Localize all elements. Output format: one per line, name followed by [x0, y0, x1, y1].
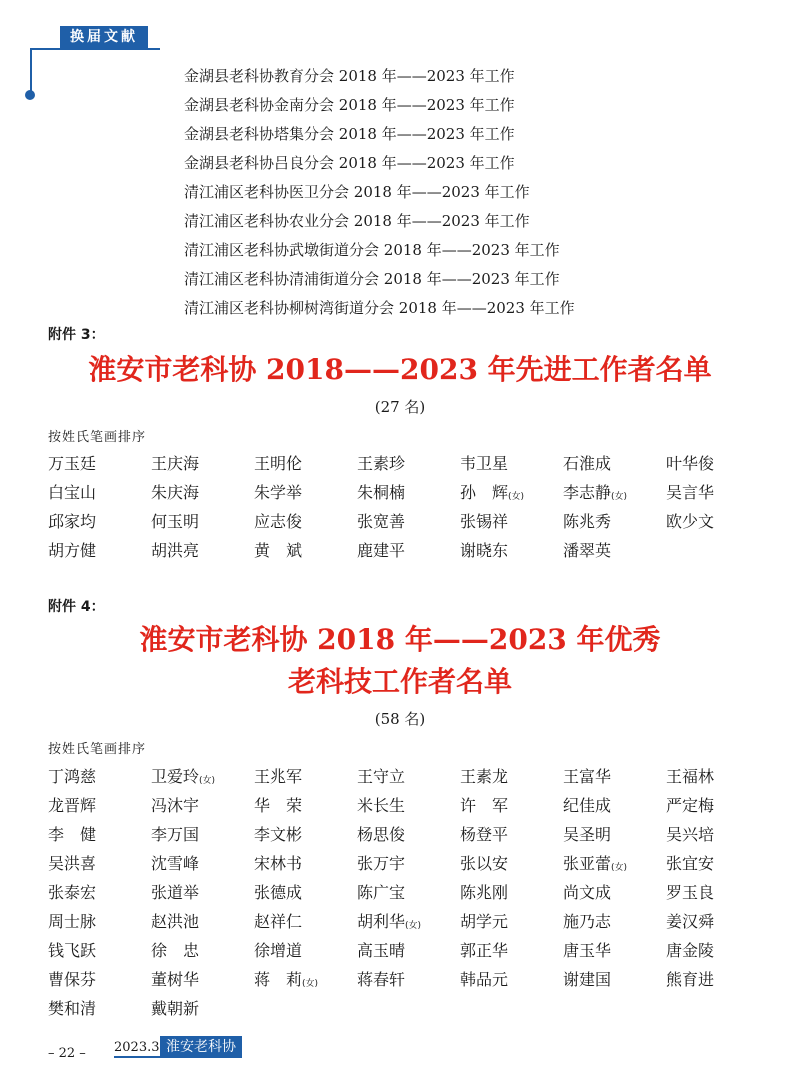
list-item — [254, 764, 357, 787]
list-item: 清江浦区老科协农业分会 2018 年——2023 年工作 — [184, 212, 530, 230]
list-item — [48, 996, 151, 1019]
person-name: 吴洪喜 — [48, 854, 97, 873]
appendix-4-name-grid — [48, 761, 772, 1022]
list-item — [563, 822, 666, 845]
person-name: 樊和清 — [48, 999, 97, 1018]
person-name: 李志静 — [563, 483, 612, 502]
person-name: 张德成 — [254, 883, 303, 902]
list-item — [460, 793, 563, 816]
person-name: 郭正华 — [460, 941, 509, 960]
person-name: 严定梅 — [666, 796, 715, 815]
person-name: 王素珍 — [357, 454, 406, 473]
person-name: 张泰宏 — [48, 883, 97, 902]
person-name: 张宽善 — [357, 512, 406, 531]
list-item — [460, 764, 563, 787]
person-name: 谢晓东 — [460, 541, 509, 560]
appendix-3-label: 附件 3： — [48, 327, 105, 343]
list-item — [666, 764, 769, 787]
list-item — [357, 451, 460, 474]
person-name: 叶华俊 — [666, 454, 715, 473]
person-name: 徐增道 — [254, 941, 303, 960]
person-name: 胡学元 — [460, 912, 509, 931]
person-name: 张宜安 — [666, 854, 715, 873]
list-item — [254, 822, 357, 845]
person-name: 欧少文 — [666, 512, 715, 531]
publication-name: 淮安老科协 — [160, 1036, 242, 1058]
gender-note: (女) — [611, 863, 628, 873]
gender-note: (女) — [508, 492, 525, 502]
list-item — [254, 451, 357, 474]
person-name: 韦卫星 — [460, 454, 509, 473]
list-item — [254, 880, 357, 903]
person-name: 赵洪池 — [151, 912, 200, 931]
unit-list — [184, 62, 575, 323]
header-rule — [30, 48, 160, 50]
person-name: 陈兆刚 — [460, 883, 509, 902]
list-item — [563, 938, 666, 961]
header-vertical-rule — [30, 48, 32, 96]
list-item — [151, 938, 254, 961]
person-name: 罗玉良 — [666, 883, 715, 902]
list-item: 清江浦区老科协医卫分会 2018 年——2023 年工作 — [184, 183, 530, 201]
appendix-4-count: (58 名) — [374, 710, 426, 728]
list-item — [151, 509, 254, 532]
list-item — [48, 509, 151, 532]
list-item — [357, 822, 460, 845]
person-name: 王庆海 — [151, 454, 200, 473]
appendix-4-sort-note: 按姓氏笔画排序 — [48, 742, 147, 757]
person-name: 李文彬 — [254, 825, 303, 844]
person-name: 王兆军 — [254, 767, 303, 786]
gender-note: (女) — [302, 979, 319, 989]
appendix-4-title-line2: 老科技工作者名单 — [287, 665, 512, 698]
person-name: 米长生 — [357, 796, 406, 815]
list-item — [357, 880, 460, 903]
list-item — [254, 967, 357, 990]
appendix-4-title-line1: 淮安市老科协 2018 年——2023 年优秀 — [139, 623, 661, 656]
person-name: 唐玉华 — [563, 941, 612, 960]
list-item — [563, 851, 666, 874]
person-name: 朱庆海 — [151, 483, 200, 502]
person-name: 朱学举 — [254, 483, 303, 502]
list-item: 清江浦区老科协武墩街道分会 2018 年——2023 年工作 — [184, 241, 560, 259]
person-name: 张锡祥 — [460, 512, 509, 531]
list-item — [666, 880, 769, 903]
person-name: 陈广宝 — [357, 883, 406, 902]
list-item — [460, 480, 563, 503]
person-name: 董树华 — [151, 970, 200, 989]
list-item — [357, 851, 460, 874]
person-name: 李万国 — [151, 825, 200, 844]
gender-note: (女) — [405, 921, 422, 931]
person-name: 陈兆秀 — [563, 512, 612, 531]
person-name: 冯沐宇 — [151, 796, 200, 815]
list-item — [563, 509, 666, 532]
list-item — [357, 938, 460, 961]
list-item — [563, 538, 666, 561]
list-item — [460, 538, 563, 561]
appendix-4-label: 附件 4： — [48, 599, 105, 615]
person-name: 胡方健 — [48, 541, 97, 560]
list-item — [151, 764, 254, 787]
list-item — [357, 967, 460, 990]
list-item — [48, 938, 151, 961]
list-item — [357, 538, 460, 561]
list-item — [254, 509, 357, 532]
person-name: 宋林书 — [254, 854, 303, 873]
list-item: 清江浦区老科协清浦街道分会 2018 年——2023 年工作 — [184, 270, 560, 288]
list-item — [666, 793, 769, 816]
list-item — [666, 909, 769, 932]
person-name: 蒋 莉 — [254, 970, 303, 989]
appendix-3-title: 淮安市老科协 2018——2023 年先进工作者名单 — [88, 353, 712, 386]
list-item — [563, 764, 666, 787]
page-number: – 22 – — [48, 1046, 86, 1061]
person-name: 王守立 — [357, 767, 406, 786]
person-name: 施乃志 — [563, 912, 612, 931]
list-item — [666, 822, 769, 845]
person-name: 唐金陵 — [666, 941, 715, 960]
person-name: 黄 斌 — [254, 541, 303, 560]
person-name: 孙 辉 — [460, 483, 509, 502]
person-name: 韩品元 — [460, 970, 509, 989]
list-item: 金湖县老科协教育分会 2018 年——2023 年工作 — [184, 67, 515, 85]
person-name: 蒋春轩 — [357, 970, 406, 989]
person-name: 鹿建平 — [357, 541, 406, 560]
list-item: 金湖县老科协吕良分会 2018 年——2023 年工作 — [184, 154, 515, 172]
list-item — [357, 509, 460, 532]
list-item — [151, 822, 254, 845]
person-name: 邱家均 — [48, 512, 97, 531]
list-item — [460, 967, 563, 990]
person-name: 沈雪峰 — [151, 854, 200, 873]
list-item — [460, 822, 563, 845]
person-name: 张以安 — [460, 854, 509, 873]
person-name: 钱飞跃 — [48, 941, 97, 960]
list-item: 清江浦区老科协柳树湾街道分会 2018 年——2023 年工作 — [184, 299, 575, 317]
list-item — [254, 538, 357, 561]
list-item — [460, 880, 563, 903]
person-name: 许 军 — [460, 796, 509, 815]
list-item — [48, 480, 151, 503]
header-dot — [25, 90, 35, 100]
list-item — [48, 851, 151, 874]
person-name: 卫爱玲 — [151, 767, 200, 786]
person-name: 徐 忠 — [151, 941, 200, 960]
list-item — [254, 851, 357, 874]
list-item — [666, 851, 769, 874]
list-item — [666, 451, 769, 474]
list-item — [48, 822, 151, 845]
list-item — [460, 851, 563, 874]
person-name: 谢建国 — [563, 970, 612, 989]
appendix-3-name-grid — [48, 448, 772, 564]
list-item — [48, 909, 151, 932]
person-name: 王素龙 — [460, 767, 509, 786]
list-item — [151, 967, 254, 990]
list-item — [563, 880, 666, 903]
list-item — [563, 967, 666, 990]
list-item — [151, 538, 254, 561]
person-name: 潘翠英 — [563, 541, 612, 560]
list-item — [357, 480, 460, 503]
list-item — [151, 851, 254, 874]
person-name: 王明伦 — [254, 454, 303, 473]
list-item — [460, 509, 563, 532]
gender-note: (女) — [611, 492, 628, 502]
person-name: 李 健 — [48, 825, 97, 844]
list-item — [460, 938, 563, 961]
person-name: 吴圣明 — [563, 825, 612, 844]
list-item — [357, 764, 460, 787]
list-item — [460, 909, 563, 932]
section-tag: 换届文献 — [60, 26, 148, 48]
person-name: 吴兴培 — [666, 825, 715, 844]
person-name: 周士脉 — [48, 912, 97, 931]
list-item — [254, 938, 357, 961]
person-name: 何玉明 — [151, 512, 200, 531]
list-item — [563, 480, 666, 503]
person-name: 姜汉舜 — [666, 912, 715, 931]
list-item — [48, 451, 151, 474]
list-item — [151, 451, 254, 474]
person-name: 华 荣 — [254, 796, 303, 815]
person-name: 丁鸿慈 — [48, 767, 97, 786]
list-item: 金湖县老科协金南分会 2018 年——2023 年工作 — [184, 96, 515, 114]
list-item — [357, 909, 460, 932]
list-item — [460, 451, 563, 474]
list-item — [48, 880, 151, 903]
list-item — [563, 451, 666, 474]
person-name: 张道举 — [151, 883, 200, 902]
person-name: 朱桐楠 — [357, 483, 406, 502]
person-name: 杨思俊 — [357, 825, 406, 844]
issue-number: 2023.3 — [114, 1040, 160, 1058]
list-item — [48, 793, 151, 816]
list-item — [563, 793, 666, 816]
list-item: 金湖县老科协塔集分会 2018 年——2023 年工作 — [184, 125, 515, 143]
person-name: 张万宇 — [357, 854, 406, 873]
appendix-3-sort-note: 按姓氏笔画排序 — [48, 430, 147, 445]
person-name: 尚文成 — [563, 883, 612, 902]
person-name: 胡利华 — [357, 912, 406, 931]
list-item — [563, 909, 666, 932]
list-item — [254, 793, 357, 816]
person-name: 石淮成 — [563, 454, 612, 473]
person-name: 赵祥仁 — [254, 912, 303, 931]
person-name: 万玉廷 — [48, 454, 97, 473]
list-item — [48, 764, 151, 787]
person-name: 吴言华 — [666, 483, 715, 502]
list-item — [151, 480, 254, 503]
appendix-3-count: (27 名) — [374, 398, 426, 416]
list-item — [666, 480, 769, 503]
person-name: 王福林 — [666, 767, 715, 786]
gender-note: (女) — [199, 776, 216, 786]
person-name: 胡洪亮 — [151, 541, 200, 560]
list-item — [254, 909, 357, 932]
list-item — [48, 538, 151, 561]
person-name: 高玉晴 — [357, 941, 406, 960]
list-item — [254, 480, 357, 503]
person-name: 王富华 — [563, 767, 612, 786]
person-name: 熊育进 — [666, 970, 715, 989]
list-item — [666, 938, 769, 961]
person-name: 龙晋辉 — [48, 796, 97, 815]
list-item — [151, 996, 254, 1019]
person-name: 戴朝新 — [151, 999, 200, 1018]
person-name: 张亚蕾 — [563, 854, 612, 873]
person-name: 纪佳成 — [563, 796, 612, 815]
list-item — [666, 509, 769, 532]
list-item — [151, 909, 254, 932]
person-name: 杨登平 — [460, 825, 509, 844]
list-item — [48, 967, 151, 990]
person-name: 白宝山 — [48, 483, 97, 502]
list-item — [666, 967, 769, 990]
person-name: 应志俊 — [254, 512, 303, 531]
list-item — [151, 880, 254, 903]
list-item — [357, 793, 460, 816]
list-item — [151, 793, 254, 816]
person-name: 曹保芬 — [48, 970, 97, 989]
